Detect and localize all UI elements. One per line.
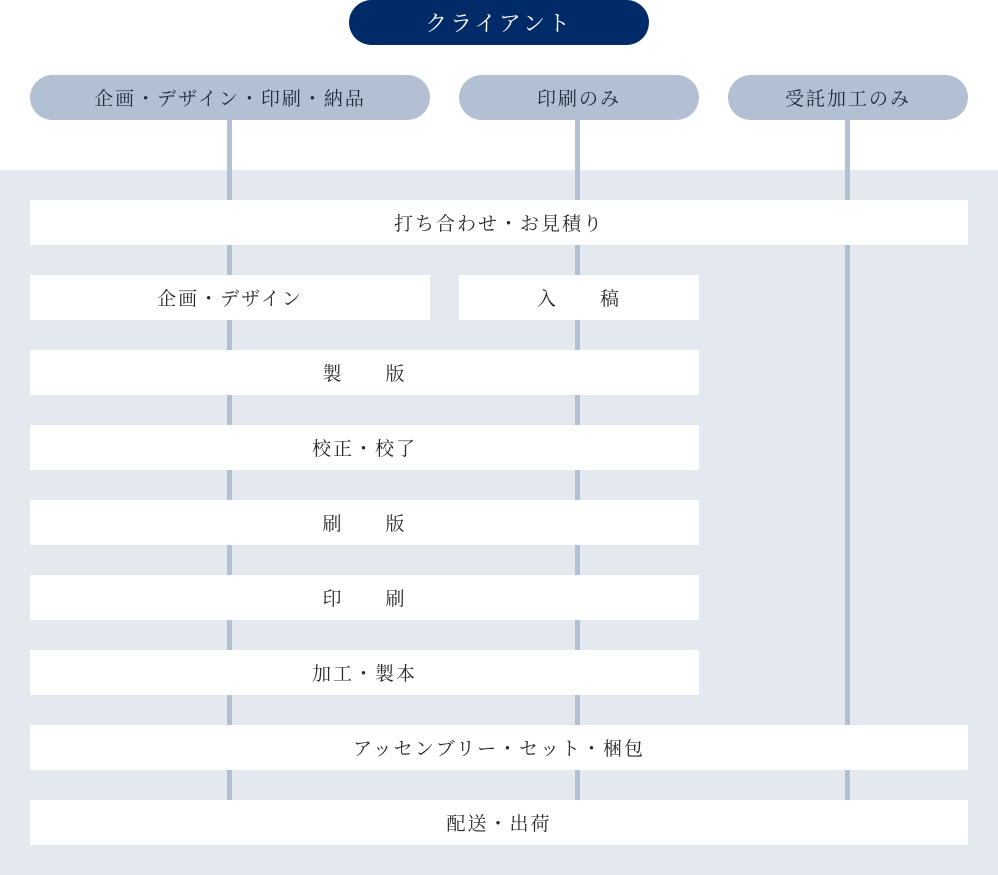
- route-full-service: 企画・デザイン・印刷・納品: [30, 75, 430, 120]
- step-processing-binding: 加工・製本: [30, 650, 699, 695]
- step-delivery-shipping: 配送・出荷: [30, 800, 968, 845]
- step-printing: 印 刷: [30, 575, 699, 620]
- step-print-plate: 刷 版: [30, 500, 699, 545]
- client-badge: クライアント: [349, 0, 649, 45]
- step-assembly-packing: アッセンブリー・セット・梱包: [30, 725, 968, 770]
- route-print-only: 印刷のみ: [459, 75, 699, 120]
- step-proofing: 校正・校了: [30, 425, 699, 470]
- step-consultation: 打ち合わせ・お見積り: [30, 200, 968, 245]
- step-submission: 入 稿: [459, 275, 699, 320]
- step-planning-design: 企画・デザイン: [30, 275, 430, 320]
- step-plate-making: 製 版: [30, 350, 699, 395]
- route-processing-only: 受託加工のみ: [728, 75, 968, 120]
